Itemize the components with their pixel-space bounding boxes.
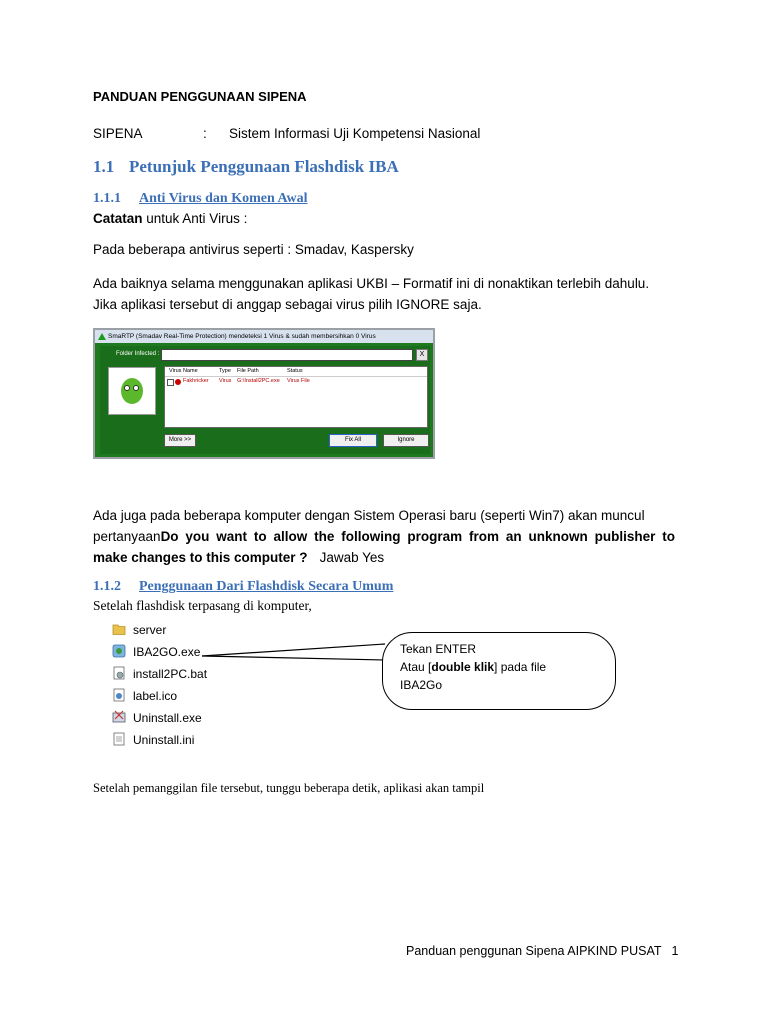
ico-file-icon	[112, 688, 126, 702]
virus-warning-icon	[175, 379, 181, 385]
footer-text: Panduan penggunan Sipena AIPKIND PUSAT	[406, 944, 662, 958]
paragraph-antivirus: Pada beberapa antivirus seperti : Smadav, Kaspersky	[93, 242, 414, 257]
cell-file-path: G:\Install2PC.exe	[237, 378, 280, 384]
column-header-status[interactable]: Status	[287, 368, 303, 374]
page-number: 1	[671, 944, 679, 958]
section-heading-1-1	[93, 157, 399, 177]
folder-infected-field[interactable]	[161, 349, 413, 361]
callout-text	[400, 640, 546, 694]
section-title: Penggunaan Dari Flashdisk Secara Umum	[139, 579, 394, 594]
paragraph-disable-line-2: Jika aplikasi tersebut di anggap sebagai virus pilih IGNORE saja.	[93, 297, 482, 312]
document-title: PANDUAN PENGGUNAAN SIPENA	[93, 89, 307, 104]
folder-icon	[112, 622, 126, 636]
list-item[interactable]	[112, 686, 252, 706]
list-item[interactable]	[112, 708, 252, 728]
uninstall-icon	[112, 710, 126, 724]
callout-line-1: Tekan ENTER	[400, 642, 477, 656]
smadav-title: SmaRTP (Smadav Real-Time Protection) mendeteksi 1 Virus & sudah membersihkan 0 Virus	[108, 333, 376, 340]
callout-pointer	[200, 640, 390, 670]
batch-file-icon	[112, 666, 126, 680]
file-name: IBA2GO.exe	[133, 645, 201, 659]
file-name: Uninstall.ini	[133, 733, 195, 747]
paragraph-after: Setelah pemanggilan file tersebut, tunggu beberapa detik, aplikasi akan tampil	[93, 781, 485, 795]
virus-list-header	[165, 367, 427, 377]
folder-infected-label: Folder Infected :	[116, 351, 160, 357]
paragraph-win7-line-1: Ada juga pada beberapa komputer dengan Sistem Operasi baru (seperti Win7) akan muncul	[93, 508, 645, 523]
ini-file-icon	[112, 732, 126, 746]
section-heading-1-1-1	[93, 191, 308, 207]
catatan-line	[93, 208, 247, 229]
fix-all-button[interactable]: Fix All	[329, 434, 377, 447]
win7-question-part-1: Do you want to allow the following program from an unknown publisher to	[160, 529, 675, 544]
smadav-logo-icon	[98, 333, 106, 340]
smadav-titlebar	[95, 330, 433, 343]
table-row[interactable]	[165, 377, 427, 386]
file-name: server	[133, 623, 167, 637]
ignore-button[interactable]: Ignore	[383, 434, 429, 447]
row-checkbox[interactable]	[167, 379, 174, 386]
section-number: 1.1	[93, 157, 115, 176]
cell-virus-name: Fakhricker	[183, 378, 209, 384]
app-icon	[112, 644, 126, 658]
section-heading-1-1-2	[93, 579, 393, 595]
smadav-mascot-icon	[108, 367, 156, 415]
callout-double-click: double klik	[431, 660, 495, 674]
section-title: Anti Virus dan Komen Awal	[139, 191, 308, 206]
column-header-type[interactable]: Type	[219, 368, 231, 374]
catatan-bold: Catatan	[93, 211, 143, 226]
section-number: 1.1.2	[93, 579, 121, 594]
cell-type: Virus	[219, 378, 232, 384]
section-number: 1.1.1	[93, 191, 121, 206]
smadav-screenshot	[93, 328, 435, 459]
win7-question-part-2: make changes to this computer ?	[93, 550, 308, 565]
file-name: install2PC.bat	[133, 667, 208, 681]
definition-row	[93, 126, 480, 141]
paragraph-flashdisk: Setelah flashdisk terpasang di komputer,	[93, 598, 312, 613]
paragraph-win7-line-3	[93, 547, 384, 568]
page-footer	[406, 944, 678, 958]
file-name: label.ico	[133, 689, 178, 703]
win7-prefix: pertanyaan	[93, 529, 161, 544]
callout-line-2: Atau [double klik] pada file	[400, 660, 547, 674]
file-name: Uninstall.exe	[133, 711, 202, 725]
win7-answer: Jawab Yes	[319, 550, 385, 565]
definition-term: SIPENA	[93, 126, 143, 141]
section-title: Petunjuk Penggunaan Flashdisk IBA	[129, 157, 399, 176]
paragraph-win7-line-2	[93, 526, 675, 547]
virus-list[interactable]	[164, 366, 428, 428]
smadav-panel	[100, 346, 430, 454]
catatan-rest: untuk Anti Virus :	[142, 211, 248, 226]
paragraph-disable-line-1: Ada baiknya selama menggunakan aplikasi UKBI – Formatif ini di nonaktikan terlebih dahulu.	[93, 276, 650, 291]
definition-colon: :	[203, 126, 207, 141]
list-item[interactable]	[112, 620, 252, 640]
more-button[interactable]: More >>	[164, 434, 196, 447]
definition-meaning: Sistem Informasi Uji Kompetensi Nasional	[229, 126, 481, 141]
column-header-virus-name[interactable]: Virus Name	[169, 368, 198, 374]
callout-line-3: IBA2Go	[400, 678, 443, 692]
list-item[interactable]	[112, 730, 252, 750]
column-header-file-path[interactable]: File Path	[237, 368, 259, 374]
cell-status: Virus File	[287, 378, 310, 384]
smadav-close-button[interactable]: X	[416, 349, 428, 361]
